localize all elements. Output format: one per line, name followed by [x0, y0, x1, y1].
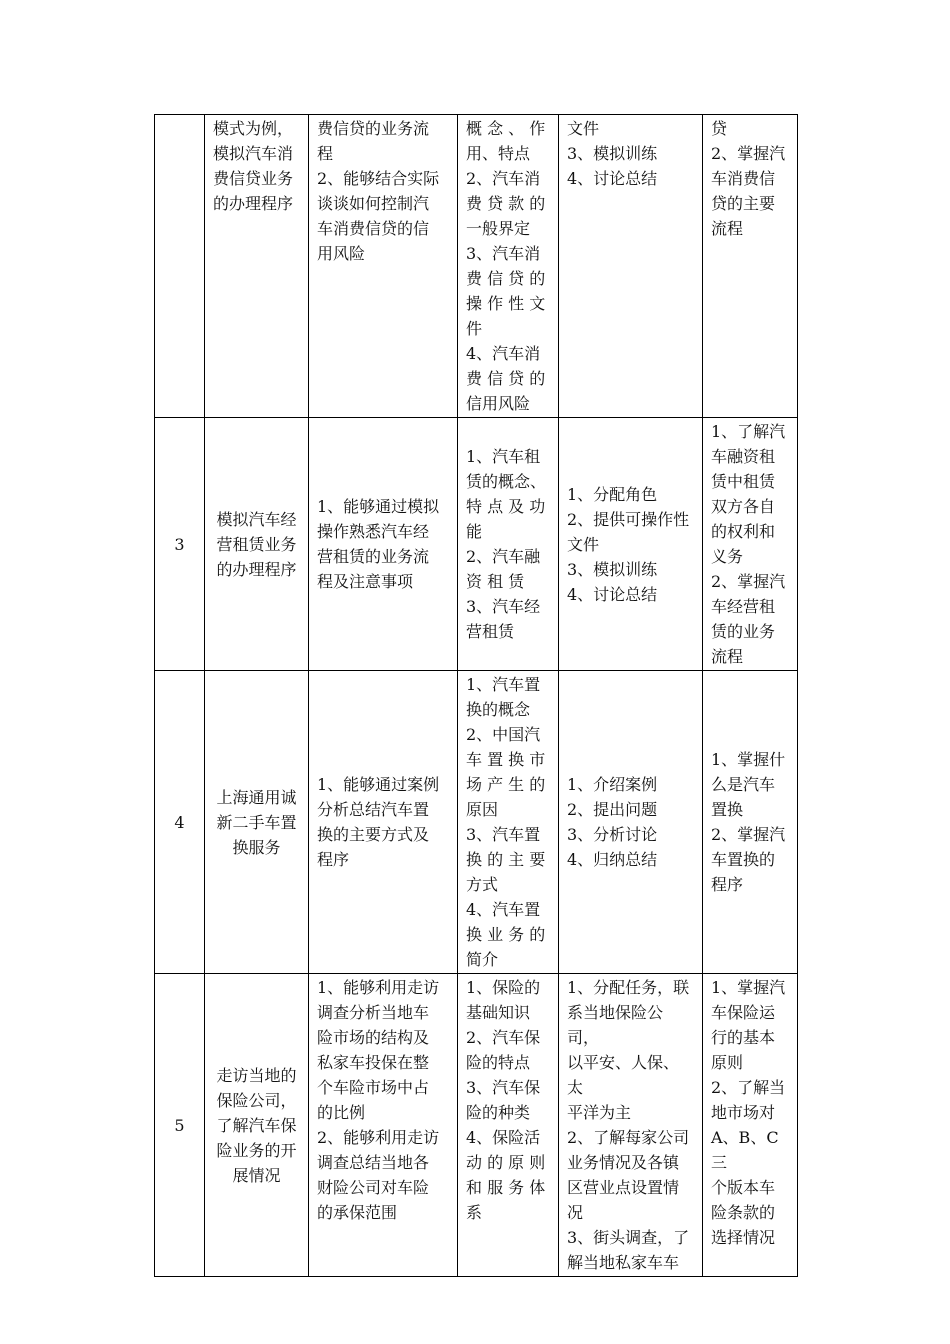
- knowledge-cell: 1、汽车租 赁的概念、 特 点 及 功 能 2、汽车融 资 租 赁 3、汽车经 营租赁: [458, 418, 559, 671]
- ability-cell: 1、能够通过模拟 操作熟悉汽车经 营租赁的业务流 程及注意事项: [309, 418, 458, 671]
- task-cell: 模拟汽车经 营租赁业务 的办理程序: [205, 418, 309, 671]
- table-row: [155, 115, 798, 418]
- method-cell: 1、分配角色 2、提供可操作性 文件 3、模拟训练 4、讨论总结: [559, 418, 703, 671]
- method-cell: 文件 3、模拟训练 4、讨论总结: [559, 115, 703, 418]
- row-number: 3: [155, 418, 205, 671]
- method-cell: 1、介绍案例 2、提出问题 3、分析讨论 4、归纳总结: [559, 671, 703, 974]
- knowledge-cell: 1、保险的 基础知识 2、汽车保 险的特点 3、汽车保 险的种类 4、保险活 动 的 原 则 和 服 务 体 系: [458, 974, 559, 1277]
- row-number: [155, 115, 205, 418]
- table-row: [155, 418, 798, 671]
- ability-cell: 费信贷的业务流 程 2、能够结合实际 谈谈如何控制汽 车消费信贷的信 用风险: [309, 115, 458, 418]
- row-number: 5: [155, 974, 205, 1277]
- method-cell: 1、分配任务，联 系当地保险公司， 以平安、人保、太 平洋为主 2、了解每家公司 业务情况及各镇 区营业点设置情 况 3、街头调查，了 解当地私家车车: [559, 974, 703, 1277]
- task-cell: 模式为例， 模拟汽车消 费信贷业务 的办理程序: [205, 115, 309, 418]
- goal-cell: 贷 2、掌握汽 车消费信 贷的主要 流程: [703, 115, 798, 418]
- course-table: [154, 114, 798, 1277]
- row-number: 4: [155, 671, 205, 974]
- ability-cell: 1、能够利用走访 调查分析当地车 险市场的结构及 私家车投保在整 个车险市场中占 的比例 2、能够利用走访 调查总结当地各 财险公司对车险 的承保范围: [309, 974, 458, 1277]
- goal-cell: 1、了解汽 车融资租 赁中租赁 双方各自 的权利和 义务 2、掌握汽 车经营租 赁的业务 流程: [703, 418, 798, 671]
- task-cell: 上海通用诚 新二手车置 换服务: [205, 671, 309, 974]
- table-row: [155, 671, 798, 974]
- ability-cell: 1、能够通过案例 分析总结汽车置 换的主要方式及 程序: [309, 671, 458, 974]
- knowledge-cell: 1、汽车置 换的概念 2、中国汽 车 置 换 市 场 产 生 的 原因 3、汽车置 换 的 主 要 方式 4、汽车置 换 业 务 的 简介: [458, 671, 559, 974]
- goal-cell: 1、掌握汽 车保险运 行的基本 原则 2、了解当 地市场对 A、B、C三 个版本车 险条款的 选择情况: [703, 974, 798, 1277]
- knowledge-cell: 概 念 、 作 用、特点 2、汽车消 费 贷 款 的 一般界定 3、汽车消 费 信 贷 的 操 作 性 文 件 4、汽车消 费 信 贷 的 信用风险: [458, 115, 559, 418]
- goal-cell: 1、掌握什 么是汽车 置换 2、掌握汽 车置换的 程序: [703, 671, 798, 974]
- table-row: [155, 974, 798, 1277]
- task-cell: 走访当地的 保险公司， 了解汽车保 险业务的开 展情况: [205, 974, 309, 1277]
